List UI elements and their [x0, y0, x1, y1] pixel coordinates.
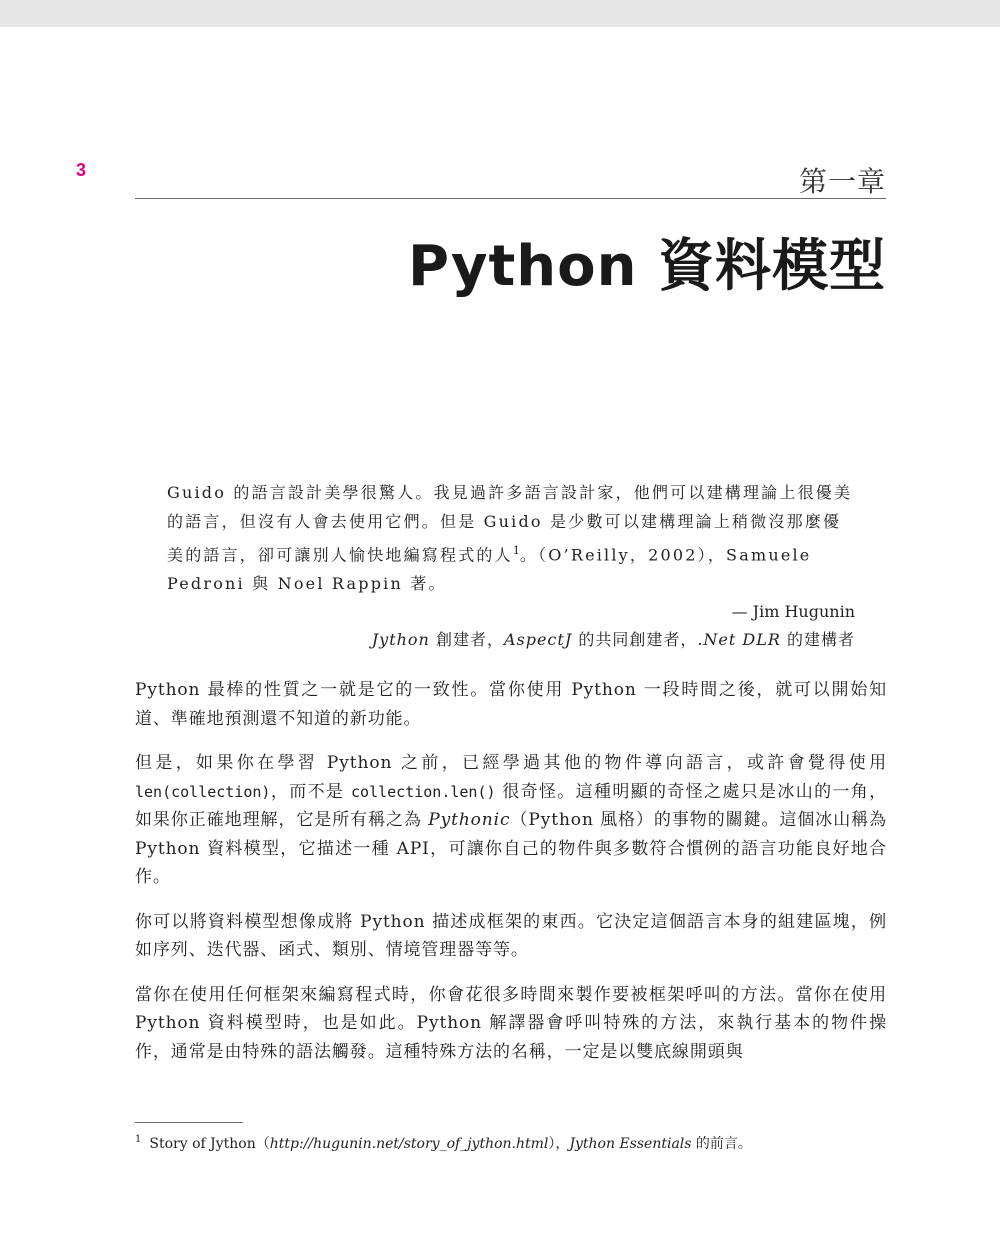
epigraph-role: [167, 626, 855, 654]
epigraph-attribution: — Jim Hugunin: [731, 602, 855, 622]
code-len-collection: len(collection): [135, 782, 271, 801]
code-collection-len: collection.len(): [351, 782, 496, 801]
footnote-ref: 1: [512, 544, 520, 557]
epigraph-part1: Guido 的語言設計美學很驚人。我見過許多語言設計家，他們可以建構理論上很優美的語言，但沒有人會去使用它們。但是 Guido 是少數可以建構理論上稍微沒那麼優美的語言，卻可讓別人愉快地編寫程式的人: [167, 483, 853, 565]
footnote-book: Jython Essentials: [569, 1136, 692, 1152]
p2-text-a: 但是，如果你在學習 Python 之前，已經學過其他的物件導向語言，或許會覺得使用: [135, 753, 887, 773]
footnote: [135, 1133, 752, 1153]
role-text-1: 創建者，: [429, 630, 504, 650]
p2-text-b: ，而不是: [270, 781, 352, 802]
top-bar: [0, 0, 1000, 27]
role-aspectj: AspectJ: [503, 630, 573, 650]
role-net: .Net DLR: [697, 630, 781, 650]
paragraph-2: [135, 749, 887, 892]
footnote-divider: [135, 1122, 243, 1123]
chapter-label: 第一章: [798, 165, 886, 198]
role-text-3: 的建構者: [780, 630, 855, 650]
role-jython: Jython: [371, 630, 430, 650]
chapter-divider: [135, 198, 886, 199]
body-text: [135, 676, 887, 1082]
pythonic-term: Pythonic: [428, 810, 511, 830]
footnote-text-a: Story of Jython（: [149, 1136, 270, 1152]
epigraph-part2: 。（O’Reilly，2002），Samuele Pedroni 與 Noel Rappin 著。: [167, 545, 812, 594]
p2-text-c: 很奇怪。這種明顯的奇怪之處只是冰山的一角，如果你正確地理解，它是所有稱之為: [135, 781, 888, 830]
p2-text-d: （Python 風格）的事物的關鍵。這個冰山稱為 Python 資料模型，它描述一種 API，可讓你自己的物件與多數符合慣例的語言功能良好地合作。: [135, 810, 888, 887]
footnote-number: 1: [135, 1134, 142, 1146]
paragraph-3: 你可以將資料模型想像成將 Python 描述成框架的東西。它決定這個語言本身的組建區塊，例如序列、迭代器、函式、類別、情境管理器等等。: [135, 911, 887, 960]
footnote-url: http://hugunin.net/story_of_jython.html: [269, 1136, 549, 1152]
footnote-text-b: ），: [548, 1136, 570, 1152]
epigraph-quote: [167, 478, 855, 598]
footnote-text-c: 的前言。: [691, 1136, 752, 1152]
page-number: 3: [76, 160, 87, 180]
paragraph-1: Python 最棒的性質之一就是它的一致性。當你使用 Python 一段時間之後，就可以開始知道、準確地預測還不知道的新功能。: [135, 680, 887, 729]
epigraph: [167, 478, 855, 654]
paragraph-4: 當你在使用任何框架來編寫程式時，你會花很多時間來製作要被框架呼叫的方法。當你在使用 Python 資料模型時，也是如此。Python 解譯器會呼叫特殊的方法，來執行基本的物件操作，通常是由特殊的語法觸發。這種特殊方法的名稱，一定是以雙底線開頭與: [135, 984, 887, 1062]
role-text-2: 的共同創建者，: [572, 630, 698, 650]
chapter-title: Python 資料模型: [407, 234, 886, 299]
